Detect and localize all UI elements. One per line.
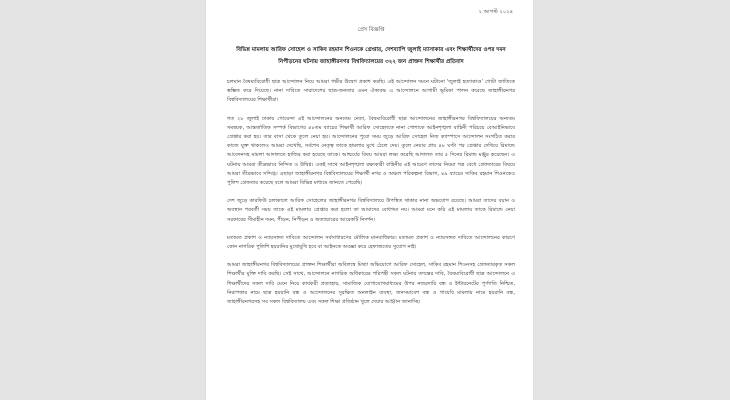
press-release-page <box>206 0 533 400</box>
paragraph: মতামত প্রকাশ ও ন্যায়সঙ্গত দাবিতে আন্দোলন সর্বসাধারণের মৌলিক মানবাধিকার। মতামত প্রকাশ ও ন্যায়সঙ্গত দাবিতে আন্দোলনের কারণে কোন নাগরিক পুলিশি হয়রানির মুখোমুখি হবে বা আইনকে অবজ্ঞা করে হেফাজতের সুযোগ নাই। <box>227 234 515 251</box>
paragraph: চলমান বৈষম্যবিরোধী ছাত্র আন্দোলন নিয়ে আমরা গভীর উদ্বেগ প্রকাশ করছি। এই আন্দোলন দমনে ঘটানো 'জুলাই হত্যাকাণ্ড' গোটা জাতিকে স্তম্ভিত করে দিয়েছে। নানা দাবিতে সারাদেশের ছাত্র-জনতার এমন ঐক্যবদ্ধ এ আন্দোলনে আগামী ভূমিকা পালন করেছে জাহাঙ্গীরনগর বিশ্ববিদ্যালয়ের শিক্ষার্থীরা। <box>227 79 515 104</box>
document-label: প্রেস বিজ্ঞপ্তি <box>357 27 385 33</box>
document-heading: বিভিন্ন মামলায় আরিফ সোহেল ও সাকিব রহমান শিওনকে গ্রেপ্তার, দেশব্যাপি জুলাই ম্যাসাকার এবং শিক্ষার্থীদের ওপর দমন নিপীড়নের ঘটনায় জাহাঙ্গীরনগর বিশ্ববিদ্যালয়ের ৩২২ জন প্রাক্তন শিক্ষার্থীর প্রতিবাদ <box>236 47 506 65</box>
document-body <box>227 78 515 307</box>
release-date: ২ আগস্ট ২০২৪ <box>478 9 513 15</box>
paragraph: দেশ জুড়ে কারফিউ চলাকালে আরিফ সোহেলের জাহাঙ্গীরনগর বিশ্ববিদ্যালয়ে উপস্থিত থাকার নানা অভযোগ রয়েছে। আমরা তাদের বয়ান ও অবস্থান পরবর্তী সময় তাকে এই মামলায় গ্রেপ্তার করা হলো তা আমাদের বোধগম্য নয়। আমরা মনে করি এই মামলায় তাকে রিমান্ডে নেয়া সরকারের সীমাহীন দমন, পীড়ন, নিপীড়ন ও অত্যাচারের আরেকটি নিদর্শন। <box>227 198 515 223</box>
paragraph: আমরা জাহাঙ্গীরনগর বিশ্ববিদ্যালয়ের প্রাক্তন শিক্ষার্থীরা অবিলম্বে মিথ্যা অভিযোগে আরিফ সোহেল, সাকিব রহমান শিওনসহ গ্রেফতারকৃত সকল শিক্ষার্থীর মুক্তি দাবি করছি। সেই সাথে, আন্দোলনে নাগরিক অধিকারের পরিপন্থী সকল ঘটনার তদন্তের দাবি, বৈষম্যবিরোধী ছাত্র আন্দোলনে এ শিক্ষার্থীদের সকল দাবি মেনে নিয়ে কার্যকরী প্রত্যাহার, সামাজিক যোগাযোগমাধ্যমের উপর নজরদারি বন্ধ ও ইন্টারনেটের পূর্ণগতি নিশ্চিত, নিরাপত্তার নামে ছাত্র হয়রানি বন্ধ ও আন্দোলনের সুরক্ষিত অনলাইন ব্যবস্থা, জনসমাবেশ বন্ধ ও গায়েবি মামলায় নামে হয়রানি বন্ধ, জাহাঙ্গীরনগরসহ সব সকল বিশ্ববিদ্যালয় এবং সকল শিক্ষা প্রতিষ্ঠান খুলে দেয়ার আহ্বান জানাচ্ছি। <box>227 262 515 306</box>
paragraph: গত ২৮ জুলাই ঢাকায় গোয়েন্দা এই আন্দোলনের অন্যতম নেতা, বৈষম্যবিরোধী ছাত্র আন্দোলনের জাহাঙ্গীরনগর বিশ্ববিদ্যালয়ের অন্যতম সমন্বয়ক, আন্তর্জাতিক সম্পর্ক বিভাগের ৪৮তম ব্যাচের শিক্ষার্থী আরিফ সোহেলকে নানা পোশাকে আইনশৃঙ্খলা বাহিনী পরিচয়ে বেআইনিভাবে গ্রেপ্তার করা হয়। তার বাসা থেকে তুলে নেয়া হয়। আন্দোলনের পুরো সময় জুড়ে আরিফ সোহেল নিজ ক্যাম্পাসে আন্দোলন সংগঠিত করার কাজে যুক্ত থাকলেও আমরা দেখেছি, সর্বশেষ নেতৃত্ব তাকে হামলার মুখে ঠেলে দেয়। তুলে নেয়ার প্রায় ৪৮ ঘণ্টা পর গ্রেপ্তার দেখিয়ে রিমান্ডে আবেদনসহ মামলা আদালতে হাজির করা হয়েছে তাকে। আশ্চর্যের বিষয় আমরা লক্ষ্য করেছি আদালত তার ৫ দিনের রিমান্ড মঞ্জুর করেছেন। এ ঘটনায় আমরা তীব্রভাবে নিন্দিত ও উদ্বিগ্ন। একই সাথে আইনশৃঙ্খলা রক্ষাকারী বাহিনীর এই আচরণ তাদের নিয়মা গত্র বেধে গ্রেফতারের বিষয়ে আমরা তীব্রভাবে সন্দিগ্ধ। এছাড়া জাহাঙ্গীরনগর বিশ্ববিদ্যালয়ের শিক্ষার্থী নগর ও অঞ্চল পরিকল্পনা বিভাগ, ৪৯ ব্যাচের সাকিব রহমান শিওনকেও পুলিশ গ্রেফতার করেছে বলে আমরা বিভিন্ন মাধ্যমে জানতে পেরেছি। <box>227 115 515 187</box>
